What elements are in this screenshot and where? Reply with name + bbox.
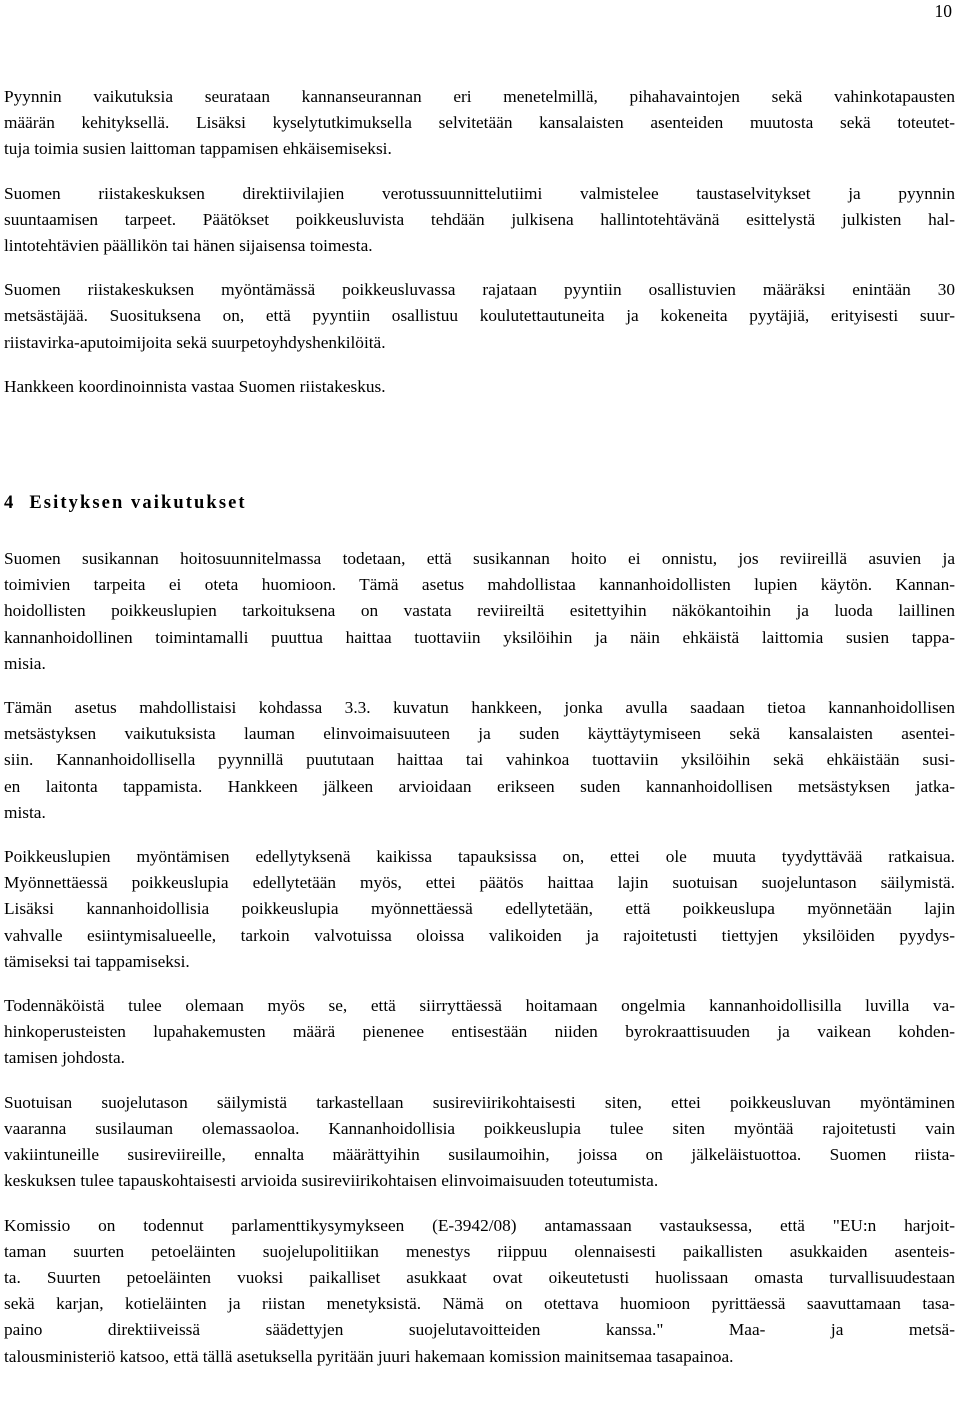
paragraph — [4, 993, 955, 1072]
text-line: keskuksen tulee tapauskohtaisesti arvioida susireviirikohtaisen elinvoimaisuuden toteutumista. — [4, 1171, 659, 1191]
paragraph — [4, 546, 955, 677]
text-line: taman suurten petoeläinten suojelupolitiikan menestys riippuu olennaisesti paikallisten asukkaiden asenteis- — [4, 1241, 955, 1261]
text-line: ta. Suurten petoeläinten vuoksi paikalliset asukkaat ovat oikeutetusti huolissaan omasta turvallisuudestaan — [4, 1267, 955, 1287]
text-line: en laitonta tappamista. Hankkeen jälkeen arvioidaan erikseen suden kannanhoidollisen metsästyksen jatka- — [4, 776, 955, 796]
text-line: paino direktiiveissä säädettyjen suojelutavoitteiden kanssa." Maa- ja metsä- — [4, 1320, 955, 1340]
text-line: Pyynnin vaikutuksia seurataan kannanseurannan eri menetelmillä, pihahavaintojen sekä vahinkotapausten — [4, 87, 955, 106]
paragraph — [4, 374, 955, 400]
text-line: Lisäksi kannanhoidollisia poikkeuslupia myönnettäessä edellytetään, että poikkeuslupa myönnetään lajin — [4, 899, 955, 919]
text-line: Suomen riistakeskuksen direktiivilajien verotussuunnittelutiimi valmistelee taustaselvitykset ja pyynnin — [4, 183, 955, 203]
text-line: vaaranna susilauman olemassaoloa. Kannanhoidollisia poikkeuslupia tulee siten myöntää rajoitetusti vain — [4, 1118, 955, 1138]
section-number: 4 — [4, 493, 16, 514]
text-line: tämiseksi tai tappamiseksi. — [4, 951, 190, 971]
text-line: Hankkeen koordinoinnista vastaa Suomen riistakeskus. — [4, 376, 386, 396]
text-line: suuntaamisen tarpeet. Päätökset poikkeusluvista tehdään julkisena hallintotehtävänä esittelystä julkisten hal- — [4, 209, 955, 229]
text-line: Poikkeuslupien myöntämisen edellytyksenä kaikissa tapauksissa on, ettei ole muuta tyydyttävää ratkaisua. — [4, 847, 955, 867]
text-line: Suotuisan suojelutason säilymistä tarkastellaan susireviirikohtaisesti siten, ettei poikkeusluvan myöntäminen — [4, 1092, 955, 1112]
text-line: tamisen johdosta. — [4, 1048, 125, 1068]
text-line: sekä karjan, kotieläinten ja riistan menetyksistä. Nämä on otettava huomioon pyrittäessä saavuttamaan tasa- — [4, 1294, 955, 1314]
text-line: tuja toimia susien laittoman tappamisen ehkäisemiseksi. — [4, 139, 392, 159]
page-number: 10 — [934, 1, 952, 21]
paragraph — [4, 84, 955, 163]
section-heading — [4, 490, 955, 516]
text-line: toimivien tarpeita ei oteta huomioon. Tämä asetus mahdollistaa kannanhoidollisten lupien käytön. Kannan- — [4, 575, 955, 595]
text-line: Suomen susikannan hoitosuunnitelmassa todetaan, että susikannan hoito ei onnistu, jos reviireillä asuvien ja — [4, 549, 955, 569]
text-line: Todennäköistä tulee olemaan myös se, että siirryttäessä hoitamaan ongelmia kannanhoidollisilla luvilla va- — [4, 996, 955, 1016]
paragraph — [4, 695, 955, 826]
text-line: riistavirka-aputoimijoita sekä suurpetoyhdyshenkilöitä. — [4, 332, 386, 352]
text-line: Myönnettäessä poikkeuslupia edellytetään myös, ettei päätös haittaa lajin suotuisan suojeluntason säilymistä. — [4, 873, 955, 893]
text-line: vakiintuneille susireviireille, ennalta määrättyihin susilaumoihin, joissa on jälkeläistuottoa. Suomen riista- — [4, 1145, 955, 1165]
text-line: talousministeriö katsoo, että tällä asetuksella pyritään juuri hakemaan komission mainitsemaa tasapainoa. — [4, 1346, 734, 1366]
paragraph — [4, 181, 955, 260]
text-line: misia. — [4, 653, 46, 673]
text-line: siin. Kannanhoidollisella pyynnillä puututaan haittaa tai vahinkoa tuottaviin yksilöihin sekä ehkäistään susi- — [4, 750, 955, 770]
text-line: kannanhoidollinen toimintamalli puuttua haittaa tuottaviin yksilöihin ja näin ehkäistä laittomia susien tappa- — [4, 627, 955, 647]
paragraph — [4, 277, 955, 356]
text-line: mista. — [4, 802, 46, 822]
paragraph — [4, 1090, 955, 1195]
text-line: Tämän asetus mahdollistaisi kohdassa 3.3. kuvatun hankkeen, jonka avulla saadaan tietoa kannanhoidollisen — [4, 698, 955, 718]
text-line: hinkoperusteisten lupahakemusten määrä pienenee entisestään niiden byrokraattisuuden ja vaikean kohden- — [4, 1022, 955, 1042]
text-line: lintotehtävien päällikön tai hänen sijaisensa toimesta. — [4, 236, 373, 256]
paragraph — [4, 844, 955, 975]
document-body — [4, 84, 955, 1370]
text-line: määrän kehityksellä. Lisäksi kyselytutkimuksella selvitetään kansalaisten asenteiden muutosta sekä toteutet- — [4, 113, 955, 133]
section-title: Esityksen vaikutukset — [29, 493, 247, 514]
paragraph — [4, 1213, 955, 1370]
text-line: metsästyksen vaikutuksista lauman elinvoimaisuuteen ja suden käyttäytymiseen sekä kansalaisten asentei- — [4, 724, 955, 744]
text-line: metsästäjää. Suosituksena on, että pyyntiin osallistuu koulutettautuneita ja kokeneita pyytäjiä, erityisesti suur- — [4, 306, 955, 326]
text-line: Suomen riistakeskuksen myöntämässä poikkeusluvassa rajataan pyyntiin osallistuvien määräksi enintään 30 — [4, 280, 955, 300]
text-line: hoidollisten poikkeuslupien tarkoituksena on vastata reviireiltä esitettyihin näkökantoihin ja luoda laillinen — [4, 601, 955, 621]
text-line: vahvalle esiintymisalueelle, tarkoin valvotuissa oloissa valikoiden ja rajoitetusti tiettyjen yksilöiden pyydys- — [4, 925, 955, 945]
text-line: Komissio on todennut parlamenttikysymykseen (E-3942/08) antamassaan vastauksessa, että "EU:n harjoit- — [4, 1215, 955, 1235]
